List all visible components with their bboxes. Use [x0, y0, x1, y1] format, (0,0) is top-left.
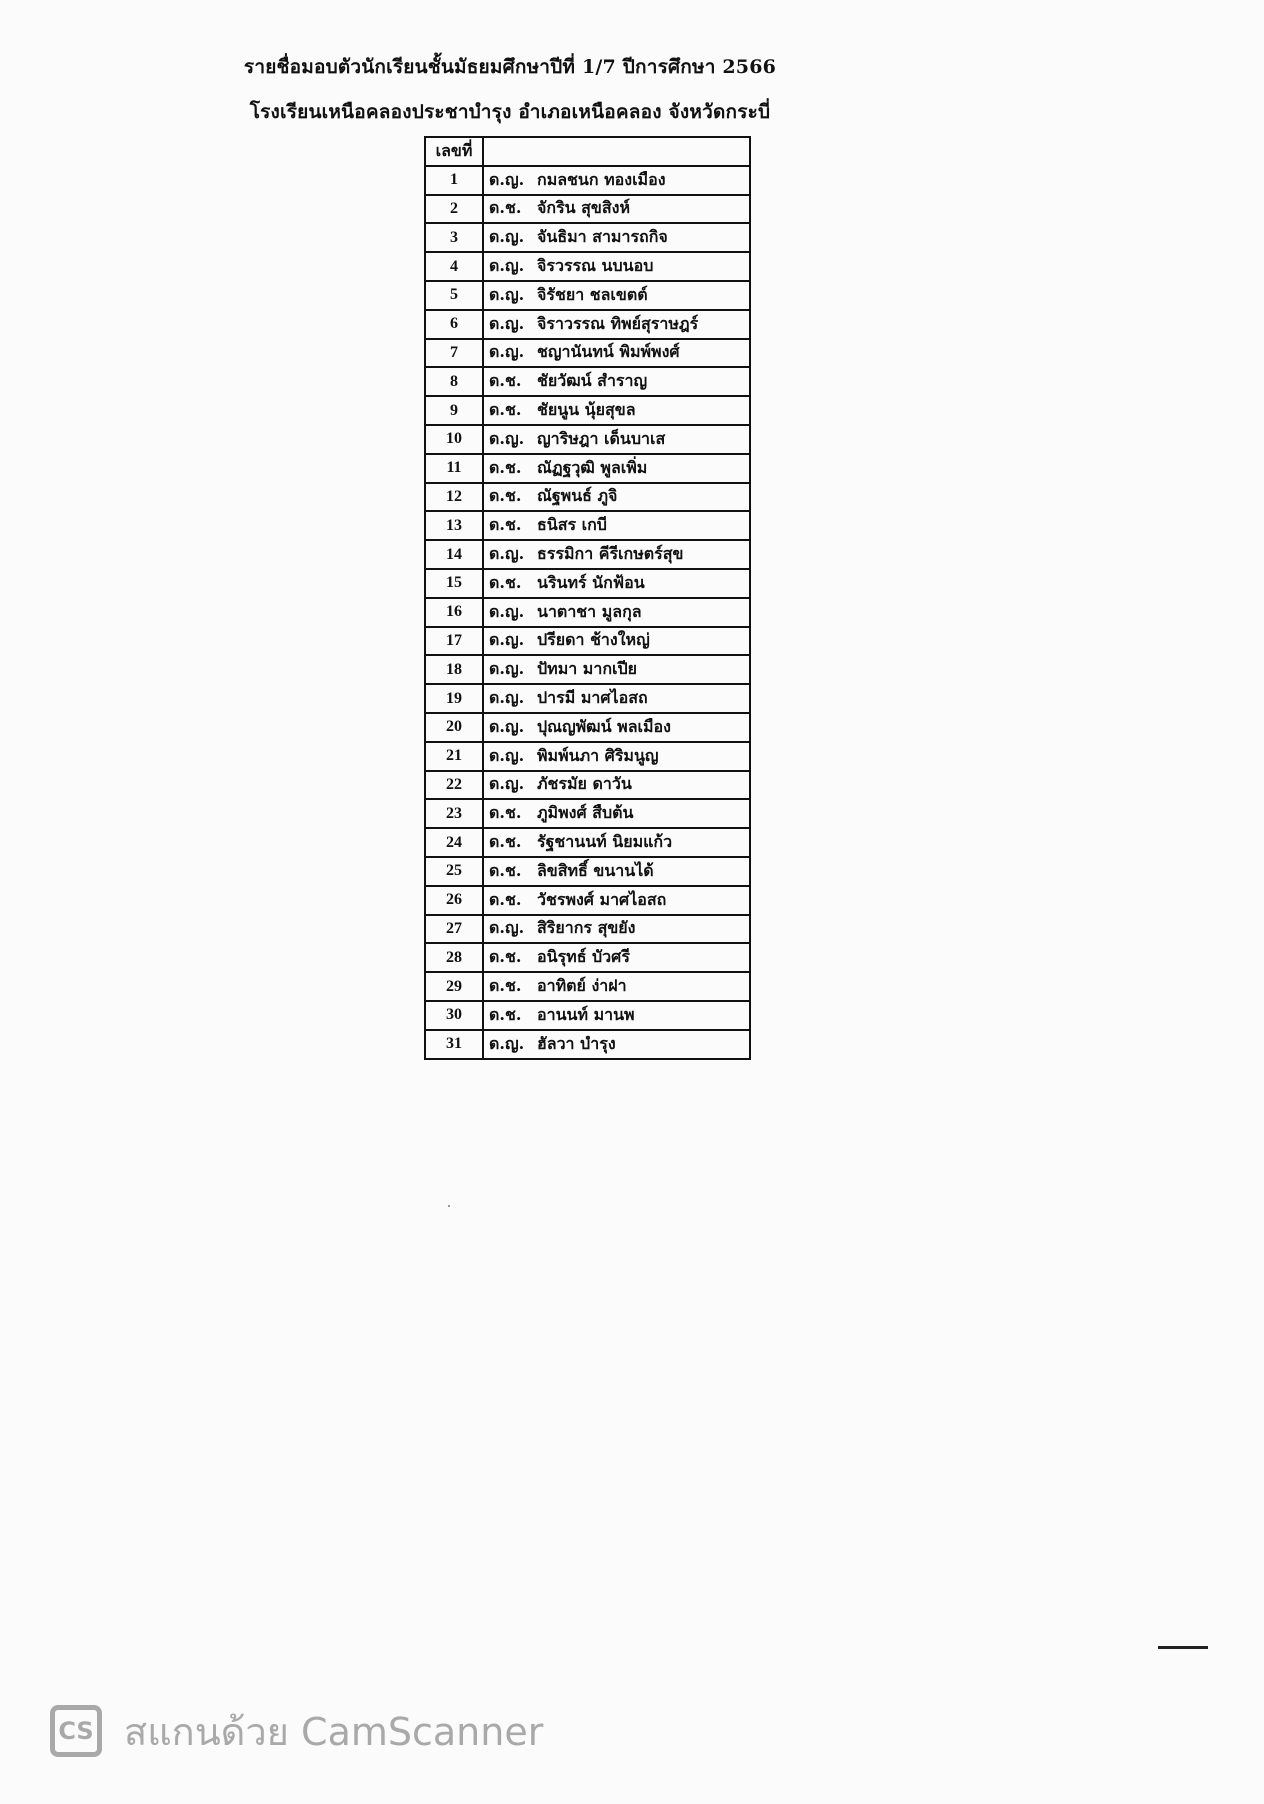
student-name: ณัฐพนธ์ ภูจิ [537, 486, 618, 506]
student-name: นรินทร์ นักฟ้อน [537, 572, 645, 592]
student-prefix: ด.ญ. [489, 284, 525, 304]
student-name: อนิรุทธ์ บัวศรี [537, 947, 630, 967]
student-name: ภูมิพงศ์ สืบต้น [537, 803, 634, 823]
document-subtitle: โรงเรียนเหนือคลองประชาบำรุง อำเภอเหนือคลอง จังหวัดกระบี่ [249, 101, 771, 123]
table-row [425, 367, 750, 396]
student-name-cell [483, 223, 750, 252]
student-prefix: ด.ญ. [489, 659, 525, 679]
table-row [425, 799, 750, 828]
student-prefix: ด.ญ. [489, 227, 525, 247]
student-number: 13 [425, 511, 483, 540]
student-name-cell [483, 713, 750, 742]
student-number: 9 [425, 396, 483, 425]
student-name: ธนิสร เกบี [537, 515, 607, 535]
student-number: 6 [425, 310, 483, 339]
student-name: ธรรมิกา คีรีเกษตร์สุข [537, 544, 684, 564]
student-number: 16 [425, 598, 483, 627]
student-name: จันธิมา สามารถกิจ [537, 227, 668, 247]
student-prefix: ด.ช. [489, 457, 522, 477]
student-name-cell [483, 857, 750, 886]
student-number: 5 [425, 281, 483, 310]
table-row [425, 598, 750, 627]
student-number: 2 [425, 195, 483, 224]
student-name: ปัทมา มากเปีย [537, 659, 638, 679]
student-number: 20 [425, 713, 483, 742]
student-name-cell [483, 339, 750, 368]
student-name: จักริน สุขสิงห์ [537, 198, 630, 218]
table-row [425, 1001, 750, 1030]
student-name-cell [483, 1030, 750, 1059]
student-name-cell [483, 310, 750, 339]
table-row [425, 857, 750, 886]
table-row [425, 339, 750, 368]
scan-speck [448, 1205, 450, 1207]
table-row [425, 972, 750, 1001]
table-row [425, 425, 750, 454]
student-prefix: ด.ญ. [489, 716, 525, 736]
student-number: 30 [425, 1001, 483, 1030]
table-row [425, 713, 750, 742]
table-row [425, 627, 750, 656]
table-row [425, 684, 750, 713]
student-name: นาตาชา มูลกุล [537, 601, 642, 621]
student-prefix: ด.ญ. [489, 169, 525, 189]
table-row [425, 1030, 750, 1059]
student-number: 27 [425, 915, 483, 944]
student-prefix: ด.ช. [489, 486, 522, 506]
student-name-cell [483, 771, 750, 800]
student-number: 3 [425, 223, 483, 252]
student-name-cell [483, 742, 750, 771]
student-name: ชัยวัฒน์ สำราญ [537, 371, 648, 391]
student-name: ภัชรมัย ดาวัน [537, 774, 632, 794]
student-name: ปรียดา ช้างใหญ่ [537, 630, 650, 650]
student-number: 14 [425, 540, 483, 569]
student-number: 4 [425, 252, 483, 281]
student-name: ปารมี มาศไอสถ [537, 688, 648, 708]
student-prefix: ด.ช. [489, 400, 522, 420]
student-number: 31 [425, 1030, 483, 1059]
table-row [425, 195, 750, 224]
student-number: 15 [425, 569, 483, 598]
student-prefix: ด.ญ. [489, 630, 525, 650]
student-prefix: ด.ญ. [489, 918, 525, 938]
student-prefix: ด.ช. [489, 947, 522, 967]
student-name-cell [483, 598, 750, 627]
student-prefix: ด.ญ. [489, 313, 525, 333]
student-number: 18 [425, 655, 483, 684]
student-roster-table [424, 136, 751, 1060]
student-prefix: ด.ช. [489, 371, 522, 391]
student-number: 11 [425, 454, 483, 483]
table-row [425, 655, 750, 684]
student-prefix: ด.ญ. [489, 544, 525, 564]
table-row [425, 511, 750, 540]
student-number: 8 [425, 367, 483, 396]
student-name-cell [483, 166, 750, 195]
student-name-cell [483, 799, 750, 828]
student-number: 12 [425, 483, 483, 512]
student-name: สิริยากร สุขยัง [537, 918, 636, 938]
student-prefix: ด.ญ. [489, 256, 525, 276]
student-name-cell [483, 886, 750, 915]
watermark-text: สแกนด้วย CamScanner [124, 1709, 544, 1754]
student-number: 26 [425, 886, 483, 915]
student-number: 24 [425, 828, 483, 857]
student-name: จิราวรรณ ทิพย์สุราษฎร์ [537, 313, 699, 333]
student-name-cell [483, 396, 750, 425]
student-name: พิมพ์นภา ศิริมนูญ [537, 745, 659, 765]
student-name: จิรวรรณ นบนอบ [537, 256, 654, 276]
student-number: 7 [425, 339, 483, 368]
student-prefix: ด.ช. [489, 515, 522, 535]
student-name-cell [483, 483, 750, 512]
student-number: 22 [425, 771, 483, 800]
student-prefix: ด.ญ. [489, 688, 525, 708]
student-number: 17 [425, 627, 483, 656]
student-prefix: ด.ญ. [489, 1033, 525, 1053]
student-prefix: ด.ช. [489, 860, 522, 880]
scan-mark [1158, 1646, 1208, 1649]
student-number: 21 [425, 742, 483, 771]
student-name-cell [483, 655, 750, 684]
table-row [425, 483, 750, 512]
table-row [425, 166, 750, 195]
student-prefix: ด.ญ. [489, 774, 525, 794]
student-name-cell [483, 252, 750, 281]
student-name: จิรัชยา ชลเขตต์ [537, 284, 648, 304]
student-name-cell [483, 1001, 750, 1030]
student-prefix: ด.ช. [489, 198, 522, 218]
student-number: 1 [425, 166, 483, 195]
table-row [425, 915, 750, 944]
student-prefix: ด.ญ. [489, 745, 525, 765]
student-name: อาทิตย์ ง่าฝา [537, 976, 627, 995]
camscanner-watermark [50, 1702, 543, 1760]
student-name-cell [483, 569, 750, 598]
camscanner-logo-icon: CS [50, 1705, 102, 1757]
student-prefix: ด.ช. [489, 1004, 522, 1024]
header-number: เลขที่ [425, 137, 483, 166]
student-name-cell [483, 972, 750, 1001]
table-row [425, 223, 750, 252]
document-title: รายชื่อมอบตัวนักเรียนชั้นมัธยมศึกษาปีที่ 1/7 ปีการศึกษา 2566 [243, 56, 777, 78]
student-name-cell [483, 828, 750, 857]
student-prefix: ด.ช. [489, 572, 522, 592]
table-row [425, 540, 750, 569]
student-number: 25 [425, 857, 483, 886]
student-prefix: ด.ช. [489, 889, 522, 909]
student-prefix: ด.ช. [489, 832, 522, 852]
header-name [483, 137, 750, 166]
table-row [425, 828, 750, 857]
student-prefix: ด.ญ. [489, 428, 525, 448]
student-number: 28 [425, 943, 483, 972]
student-prefix: ด.ญ. [489, 601, 525, 621]
student-prefix: ด.ญ. [489, 342, 525, 362]
student-name: กมลชนก ทองเมือง [537, 169, 666, 189]
table-row [425, 771, 750, 800]
student-name: ณัฏฐวุฒิ พูลเพิ่ม [537, 457, 648, 477]
student-name: ญาริษฎา เด็นบาเส [537, 428, 666, 448]
student-name-cell [483, 943, 750, 972]
student-name: รัฐชานนท์ นิยมแก้ว [537, 832, 673, 852]
student-number: 10 [425, 425, 483, 454]
student-name-cell [483, 195, 750, 224]
student-name-cell [483, 511, 750, 540]
student-name: ปุณญพัฒน์ พลเมือง [537, 716, 671, 736]
table-row [425, 569, 750, 598]
student-name-cell [483, 540, 750, 569]
student-name: ฮัลวา บำรุง [537, 1033, 616, 1053]
student-name-cell [483, 684, 750, 713]
table-row [425, 281, 750, 310]
table-row [425, 252, 750, 281]
student-name-cell [483, 454, 750, 483]
student-name-cell [483, 281, 750, 310]
student-number: 29 [425, 972, 483, 1001]
student-name-cell [483, 367, 750, 396]
student-name: อานนท์ มานพ [537, 1004, 635, 1024]
table-row [425, 742, 750, 771]
student-prefix: ด.ช. [489, 803, 522, 823]
student-number: 19 [425, 684, 483, 713]
student-name: ชญานันทน์ พิมพ์พงศ์ [537, 342, 680, 362]
table-row [425, 943, 750, 972]
student-prefix: ด.ช. [489, 976, 522, 995]
student-name: ชัยนูน นุ้ยสุขล [537, 400, 636, 420]
student-name: ลิขสิทธิ์ ขนานได้ [537, 860, 654, 880]
student-number: 23 [425, 799, 483, 828]
table-row [425, 396, 750, 425]
student-name-cell [483, 627, 750, 656]
table-row [425, 454, 750, 483]
student-name-cell [483, 425, 750, 454]
student-name: วัชรพงศ์ มาศไอสถ [537, 889, 667, 909]
table-row [425, 886, 750, 915]
table-row [425, 310, 750, 339]
table-header-row [425, 137, 750, 166]
student-name-cell [483, 915, 750, 944]
